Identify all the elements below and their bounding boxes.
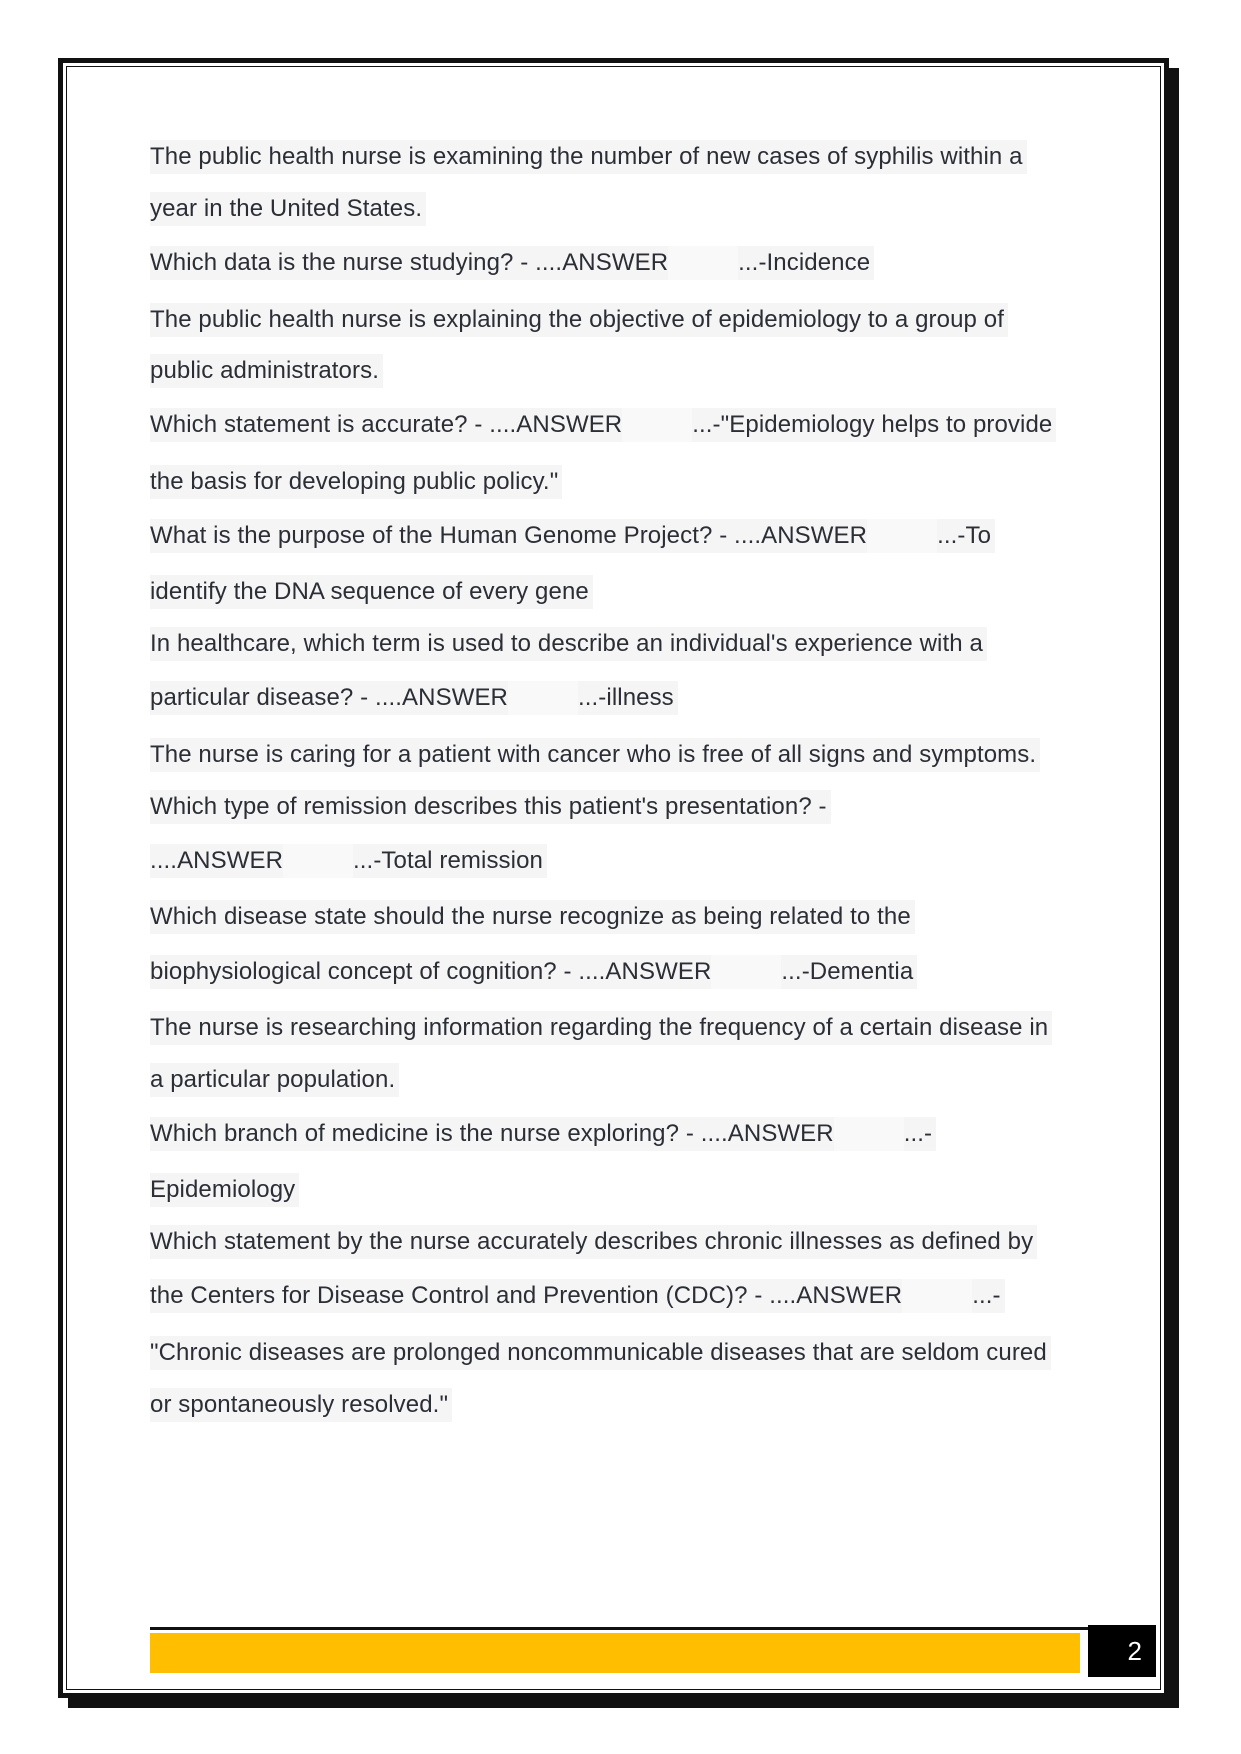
- line-text: Epidemiology: [150, 1176, 296, 1203]
- footer-accent-bar: [150, 1633, 1080, 1673]
- text-line: [150, 1011, 1052, 1045]
- text-line: [150, 1336, 1051, 1370]
- answer-text: ...-Total remission: [353, 847, 543, 874]
- line-text: The nurse is researching information regarding the frequency of a certain disease in: [150, 1014, 1049, 1041]
- answer-gap: [283, 844, 353, 878]
- text-line: [150, 627, 987, 661]
- answer-text: ...-"Epidemiology helps to provide: [692, 411, 1053, 438]
- line-text: In healthcare, which term is used to describe an individual's experience with a: [150, 630, 983, 657]
- answer-text: ...-illness: [578, 684, 674, 711]
- line-text: The nurse is caring for a patient with cancer who is free of all signs and symptoms.: [150, 741, 1037, 768]
- text-line: [150, 140, 1027, 174]
- text-line: [150, 790, 831, 824]
- line-text: public administrators.: [150, 357, 379, 384]
- qa-line: [150, 519, 995, 553]
- answer-text: ...-: [972, 1282, 1001, 1309]
- text-line: [150, 1063, 399, 1097]
- qa-line: [150, 408, 1056, 442]
- text-line: [150, 900, 915, 934]
- line-text: The public health nurse is explaining the objective of epidemiology to a group of: [150, 306, 1004, 333]
- answer-text: ...-Incidence: [738, 249, 871, 276]
- question-text: Which branch of medicine is the nurse exploring? - ....ANSWER: [150, 1120, 834, 1147]
- text-line: [150, 575, 593, 609]
- text-line: [150, 465, 562, 499]
- question-text: What is the purpose of the Human Genome Project? - ....ANSWER: [150, 522, 868, 549]
- line-text: identify the DNA sequence of every gene: [150, 578, 589, 605]
- qa-line: [150, 1117, 936, 1151]
- qa-line: [150, 844, 547, 878]
- line-text: Which statement by the nurse accurately describes chronic illnesses as defined by: [150, 1228, 1034, 1255]
- page-number: 2: [1088, 1625, 1156, 1677]
- answer-text: ...-Dementia: [781, 958, 914, 985]
- answer-gap: [902, 1279, 972, 1313]
- line-text: "Chronic diseases are prolonged noncommunicable diseases that are seldom cured: [150, 1339, 1047, 1366]
- qa-line: [150, 681, 678, 715]
- line-text: Which disease state should the nurse recognize as being related to the: [150, 903, 911, 930]
- text-line: [150, 1173, 299, 1207]
- answer-gap: [508, 681, 578, 715]
- line-text: year in the United States.: [150, 195, 423, 222]
- answer-gap: [668, 246, 738, 280]
- answer-text: ...-: [903, 1120, 933, 1147]
- question-text: Which statement is accurate? - ....ANSWER: [150, 411, 623, 438]
- line-text: Which type of remission describes this patient's presentation? -: [150, 793, 827, 820]
- text-line: [150, 192, 426, 226]
- answer-gap: [711, 955, 781, 989]
- text-line: [150, 738, 1040, 772]
- answer-text: ...-To: [937, 522, 992, 549]
- question-text: Which data is the nurse studying? - ....ANSWER: [150, 249, 669, 276]
- text-line: [150, 1225, 1037, 1259]
- qa-line: [150, 1279, 1005, 1313]
- answer-gap: [867, 519, 937, 553]
- line-text: or spontaneously resolved.": [150, 1391, 449, 1418]
- question-text: ....ANSWER: [150, 847, 284, 874]
- line-text: The public health nurse is examining the number of new cases of syphilis within a: [150, 143, 1023, 170]
- text-line: [150, 354, 383, 388]
- question-text: particular disease? - ....ANSWER: [150, 684, 508, 711]
- answer-gap: [622, 408, 692, 442]
- line-text: a particular population.: [150, 1066, 396, 1093]
- footer-rule: [150, 1627, 1090, 1630]
- text-line: [150, 303, 1008, 337]
- question-text: biophysiological concept of cognition? - ....ANSWER: [150, 958, 712, 985]
- qa-line: [150, 955, 917, 989]
- qa-line: [150, 246, 874, 280]
- question-text: the Centers for Disease Control and Prevention (CDC)? - ....ANSWER: [150, 1282, 903, 1309]
- text-line: [150, 1388, 452, 1422]
- answer-gap: [834, 1117, 904, 1151]
- line-text: the basis for developing public policy.": [150, 468, 559, 495]
